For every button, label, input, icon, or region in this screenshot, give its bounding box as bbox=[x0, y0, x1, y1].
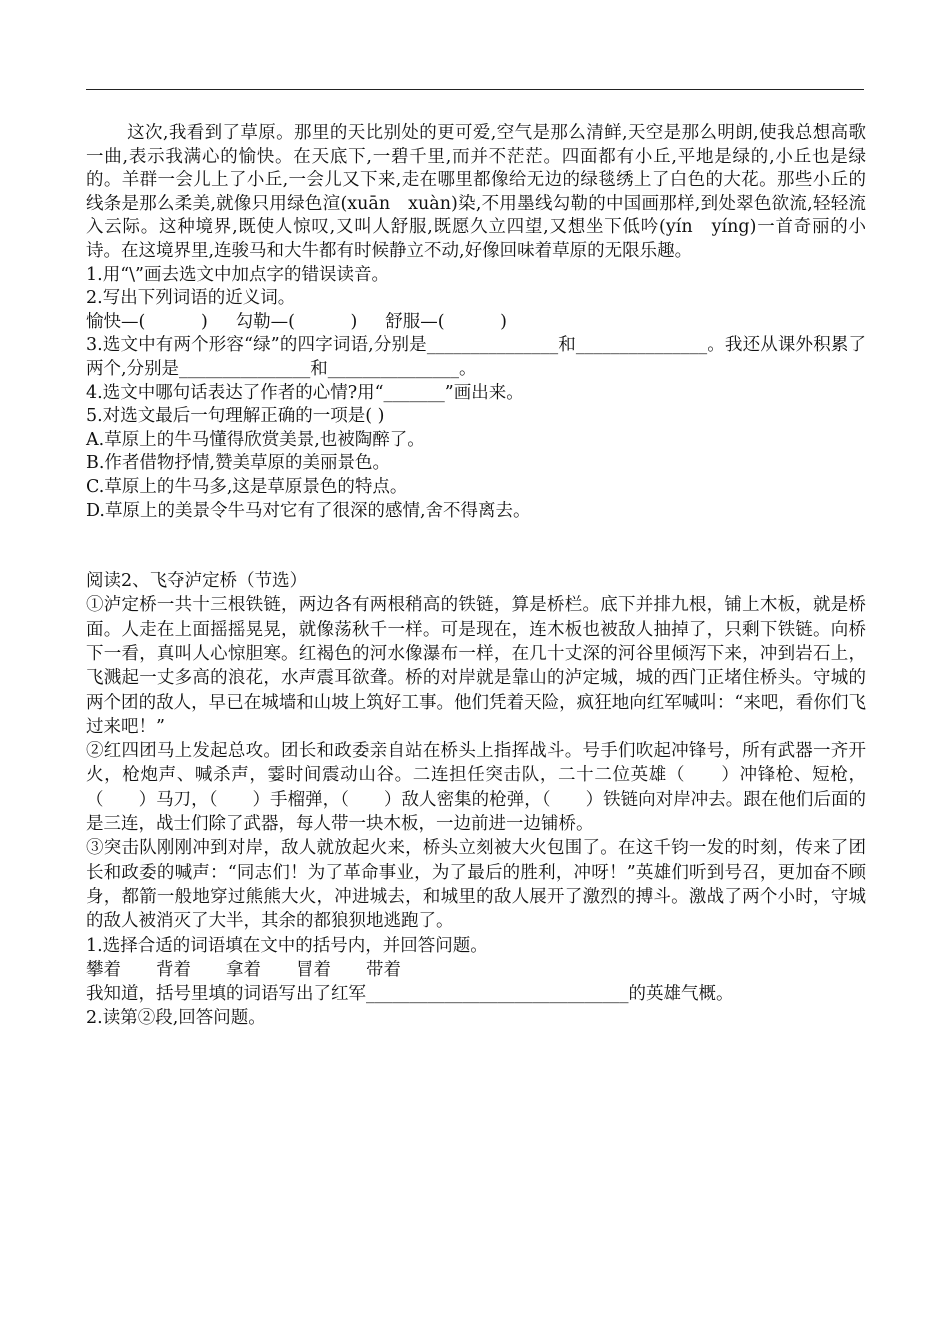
passage1-text: 这次,我看到了草原。那里的天比别处的更可爱,空气是那么清鲜,天空是那么明朗,使我总想高歌一曲,表示我满心的愉快。在天底下,一碧千里,而并不茫茫。四面都有小丘,平地是绿的,小丘也是绿的。羊群一会儿上了小丘,一会儿又下来,走在哪里都像给无边的绿毯绣上了白色的大花。那些小丘的线条是那么柔美,就像只用绿色渲(xuān xuàn)染,不用墨线勾勒的中国画那样,到处翠色欲流,轻轻流入云际。这种境界,既使人惊叹,又叫人舒服,既愿久立四望,又想坐下低吟(yín yíng)一首奇丽的小诗。在这境界里,连骏马和大牛都有时候静立不动,好像回味着草原的无限乐趣。 bbox=[86, 123, 866, 261]
reading-2-paragraph-3: ③突击队刚刚冲到对岸，敌人就放起火来，桥头立刻被大火包围了。在这千钧一发的时刻，传来了团长和政委的喊声：“同志们！为了革命事业，为了最后的胜利，冲呀！”英雄们听到号召，更加奋不顾身，都箭一般地穿过熊熊大火，冲进城去，和城里的敌人展开了激烈的搏斗。激战了两个小时，守城的敌人被消灭了大半，其余的都狼狈地逃跑了。 bbox=[86, 838, 866, 932]
p1-question-4: 4.选文中哪句话表达了作者的心情?用“_______”画出来。 bbox=[86, 382, 524, 403]
reading-2-section bbox=[86, 569, 866, 1031]
reading-2-paragraph-2: ②红四团马上发起总攻。团长和政委亲自站在桥头上指挥战斗。号手们吹起冲锋号，所有武器一齐开火，枪炮声、喊杀声，霎时间震动山谷。二连担任突击队，二十二位英雄（ ）冲锋枪、短枪，（ ）马刀，（ ）手榴弹，（ ）敌人密集的枪弹，（ ）铁链向对岸冲去。跟在他们后面的是三连，战士们除了武器，每人带一块木板，一边前进一边铺桥。 bbox=[86, 741, 866, 835]
reading-2-question-1-answer: 我知道，括号里填的词语写出了红军______________________________的英雄气概。 bbox=[86, 984, 734, 1005]
section-gap bbox=[86, 523, 866, 569]
header-rule bbox=[86, 89, 864, 90]
option-a: A.草原上的牛马懂得欣赏美景,也被陶醉了。 bbox=[86, 429, 425, 450]
option-d: D.草原上的美景令牛马对它有了很深的感情,舍不得离去。 bbox=[86, 500, 531, 521]
p1-question-2-blanks: 愉快—( ) 勾勒—( ) 舒服—( ) bbox=[86, 311, 507, 332]
word-bank: 攀着 背着 拿着 冒着 带着 bbox=[86, 959, 401, 980]
p1-question-2: 2.写出下列词语的近义词。 bbox=[86, 288, 296, 309]
reading-2-paragraph-1: ①泸定桥一共十三根铁链，两边各有两根稍高的铁链，算是桥栏。底下并排九根，铺上木板，就是桥面。人走在上面摇摇晃晃，就像荡秋千一样。可是现在，连木板也被敌人抽掉了，只剩下铁链。向桥下一看，真叫人心惊胆寒。红褐色的河水像瀑布一样，在几十丈深的河谷里倾泻下来，冲到岩石上，飞溅起一丈多高的浪花，水声震耳欲聋。桥的对岸就是靠山的泸定城，城的西门正堵住桥头。守城的两个团的敌人，早已在城墙和山坡上筑好工事。他们凭着天险，疯狂地向红军喊叫：“来吧，看你们飞过来吧！” bbox=[86, 595, 866, 737]
worksheet-page bbox=[86, 122, 866, 1031]
reading-2-question-2: 2.读第②段,回答问题。 bbox=[86, 1008, 266, 1029]
reading-2-question-1: 1.选择合适的词语填在文中的括号内，并回答问题。 bbox=[86, 935, 488, 956]
p1-question-1: 1.用“\”画去选文中加点字的错误读音。 bbox=[86, 264, 389, 285]
option-c: C.草原上的牛马多,这是草原景色的特点。 bbox=[86, 476, 408, 497]
p1-question-5: 5.对选文最后一句理解正确的一项是( ) bbox=[86, 406, 385, 427]
reading-2-title: 阅读2、飞夺泸定桥（节选） bbox=[86, 571, 308, 592]
option-b: B.作者借物抒情,赞美草原的美丽景色。 bbox=[86, 453, 390, 474]
p1-question-3: 3.选文中有两个形容“绿”的四字词语,分别是_______________和_______________。我还从课外积累了两个,分别是_______________和_______________。 bbox=[86, 335, 866, 379]
